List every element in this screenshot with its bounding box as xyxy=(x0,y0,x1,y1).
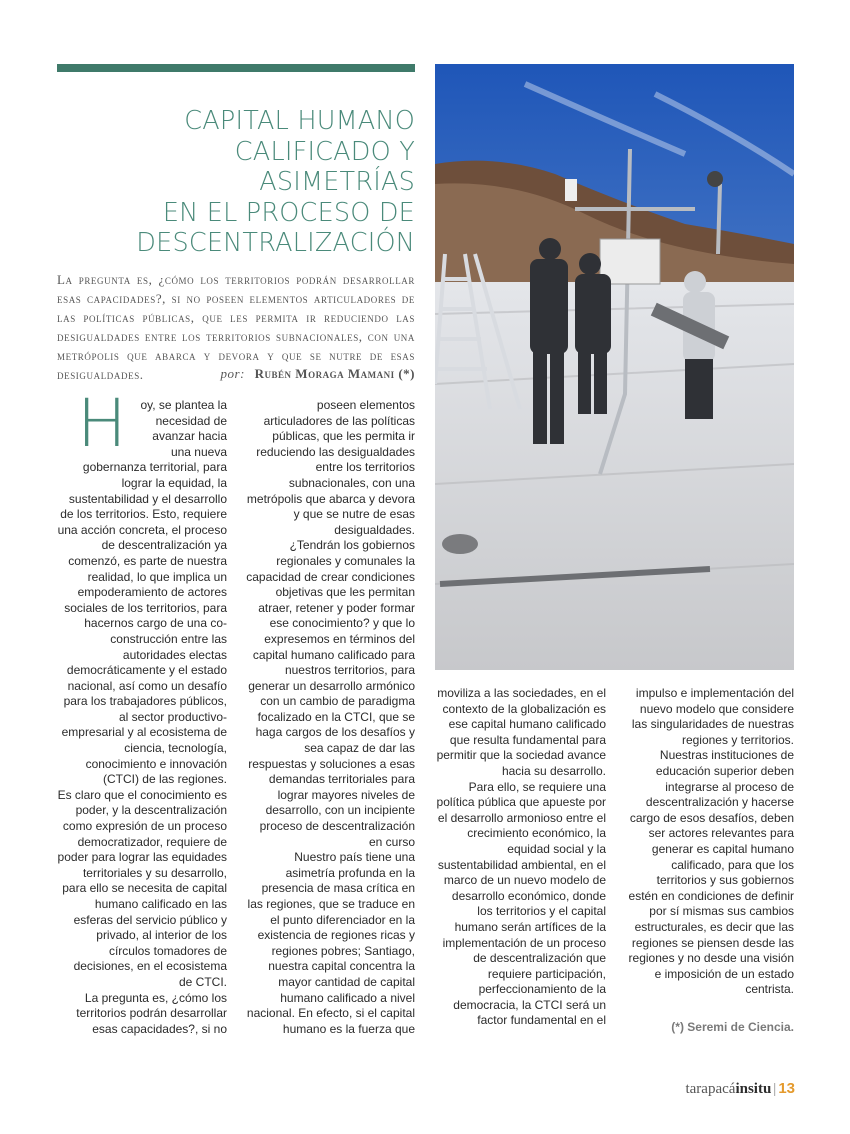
paragraph: Nuestro país tiene una asimetría profunda en la presencia de masa crítica en las regiones, que se traduce en el punto diferenciador en la existencia de regiones ricas y regiones pobres; Santiago, nuestra capital concentra la mayor cantidad de capital humano calificado a nivel nacional. En efecto, si el capital humano es la fuerza que xyxy=(246,850,415,1036)
byline-prefix: por: xyxy=(220,366,245,381)
article-lead: La pregunta es, ¿cómo los territorios podrán desarrollar esas capacidades?, si no poseen elementos articuladores de las políticas públicas, que les permita ir reduciendo las desigualdades entre los territorios subnacionales, con una metrópolis que abarca y devora y que se nutre de esas desigualdades. xyxy=(57,272,415,382)
brand-suffix: insitu xyxy=(735,1081,772,1097)
paragraph: Nuestras instituciones de educación superior deben integrarse al proceso de descentralización y hacerse cargo de esos desafíos, deben ser actores relevantes para generar es capital humano calificado, para que los territorios y sus gobiernos estén en condiciones de definir por sí mismas sus cambios estructurales, es decir que las regiones se piensen desde las regiones y no desde una visión e imposición de un estado centrista. xyxy=(628,748,794,997)
byline xyxy=(57,366,415,382)
drop-cap: H xyxy=(77,385,127,462)
paragraph: impulso e implementación del nuevo modelo que considere las singularidades de nuestras regiones y territorios. xyxy=(631,686,794,747)
text-column-1 xyxy=(57,385,227,1037)
page-number: 13 xyxy=(778,1080,795,1097)
page-footer xyxy=(660,1080,795,1098)
salt-flat-weather-station-photo xyxy=(435,64,794,670)
article-title xyxy=(57,106,415,259)
title-line: DESCENTRALIZACIÓN xyxy=(136,228,415,258)
title-line: EN EL PROCESO DE xyxy=(162,197,415,228)
title-line: CALIFICADO Y xyxy=(234,136,415,167)
paragraph: Es claro que el conocimiento es poder, y la descentralización como expresión de un proceso democratizador, requiere de poder para lograr las equidades territoriales y su desarrollo, para ello se necesita de capital humano calificado en las esferas del servicio público y privado, al interior de los círculos tomadores de decisiones, en el ecosistema de CTCI. xyxy=(57,787,227,989)
paragraph: moviliza a las sociedades, en el contexto de la globalización es ese capital humano calificado que resulta fundamental para permitir que la sociedad avance hacia su desarrollo. xyxy=(436,686,606,778)
paragraph: poseen elementos articuladores de las políticas públicas, que les permita ir reduciendo las desigualdades entre los territorios subnacionales, con una metrópolis que abarca y devora y que se nutre de esas desigualdades. xyxy=(246,398,415,537)
text-column-3 xyxy=(436,686,606,1029)
paragraph: oy, se plantea la necesidad de avanzar hacia una nueva gobernanza territorial, para lograr la equidad, la sustentabilidad y el desarrollo de los territorios. Esto, requiere una acción concreta, el proceso de descentralización ya comenzó, es parte de nuestra realidad, lo que implica un empoderamiento de actores sociales de los territorios, para hacernos cargo de una co-construcción entre las autoridades electas democráticamente y el estado nacional, así como un desafío para los trabajadores públicos, al sector productivo-empresarial y al ecosistema de ciencia, tecnología, conocimiento e innovación (CTCI) de las regiones. xyxy=(57,398,227,787)
footer-separator: | xyxy=(773,1081,777,1097)
paragraph: La pregunta es, ¿cómo los territorios podrán desarrollar esas capacidades?, si no xyxy=(76,990,227,1036)
paragraph: Para ello, se requiere una política pública que apueste por el desarrollo armonioso entre el crecimiento económico, la equidad social y la sustentabilidad ambiental, en el marco de un nuevo modelo de desarrollo económico, donde los territorios y el capital humano serán artífices de la implementación de un proceso de descentralización que requiere participación, perfeccionamiento de la democracia, la CTCI será un factor fundamental en el xyxy=(436,779,606,1028)
title-line: CAPITAL HUMANO xyxy=(184,106,415,136)
paragraph: ¿Tendrán los gobiernos regionales y comunales la capacidad de crear condiciones objetivas que les permitan atraer, retener y poder formar ese conocimiento? y que lo expresemos en términos del capital humano calificado para nuestros territorios, para generar un desarrollo armónico con un cambio de paradigma focalizado en la CTCI, que se haga cargos de los desafíos y sea capaz de dar las respuestas y soluciones a esas demandas territoriales para lograr mayores niveles de desarrollo, con un incipiente proceso de descentralización en curso xyxy=(246,538,415,849)
footnote: (*) Seremi de Ciencia. xyxy=(671,1020,794,1034)
brand-prefix: tarapacá xyxy=(685,1081,736,1097)
title-line: ASIMETRÍAS xyxy=(259,167,415,197)
byline-author: Rubén Moraga Mamani (*) xyxy=(254,366,415,381)
photo-illustration xyxy=(435,64,794,670)
top-accent-bar xyxy=(57,64,415,72)
text-column-2 xyxy=(245,398,415,1037)
text-column-4 xyxy=(624,686,794,998)
